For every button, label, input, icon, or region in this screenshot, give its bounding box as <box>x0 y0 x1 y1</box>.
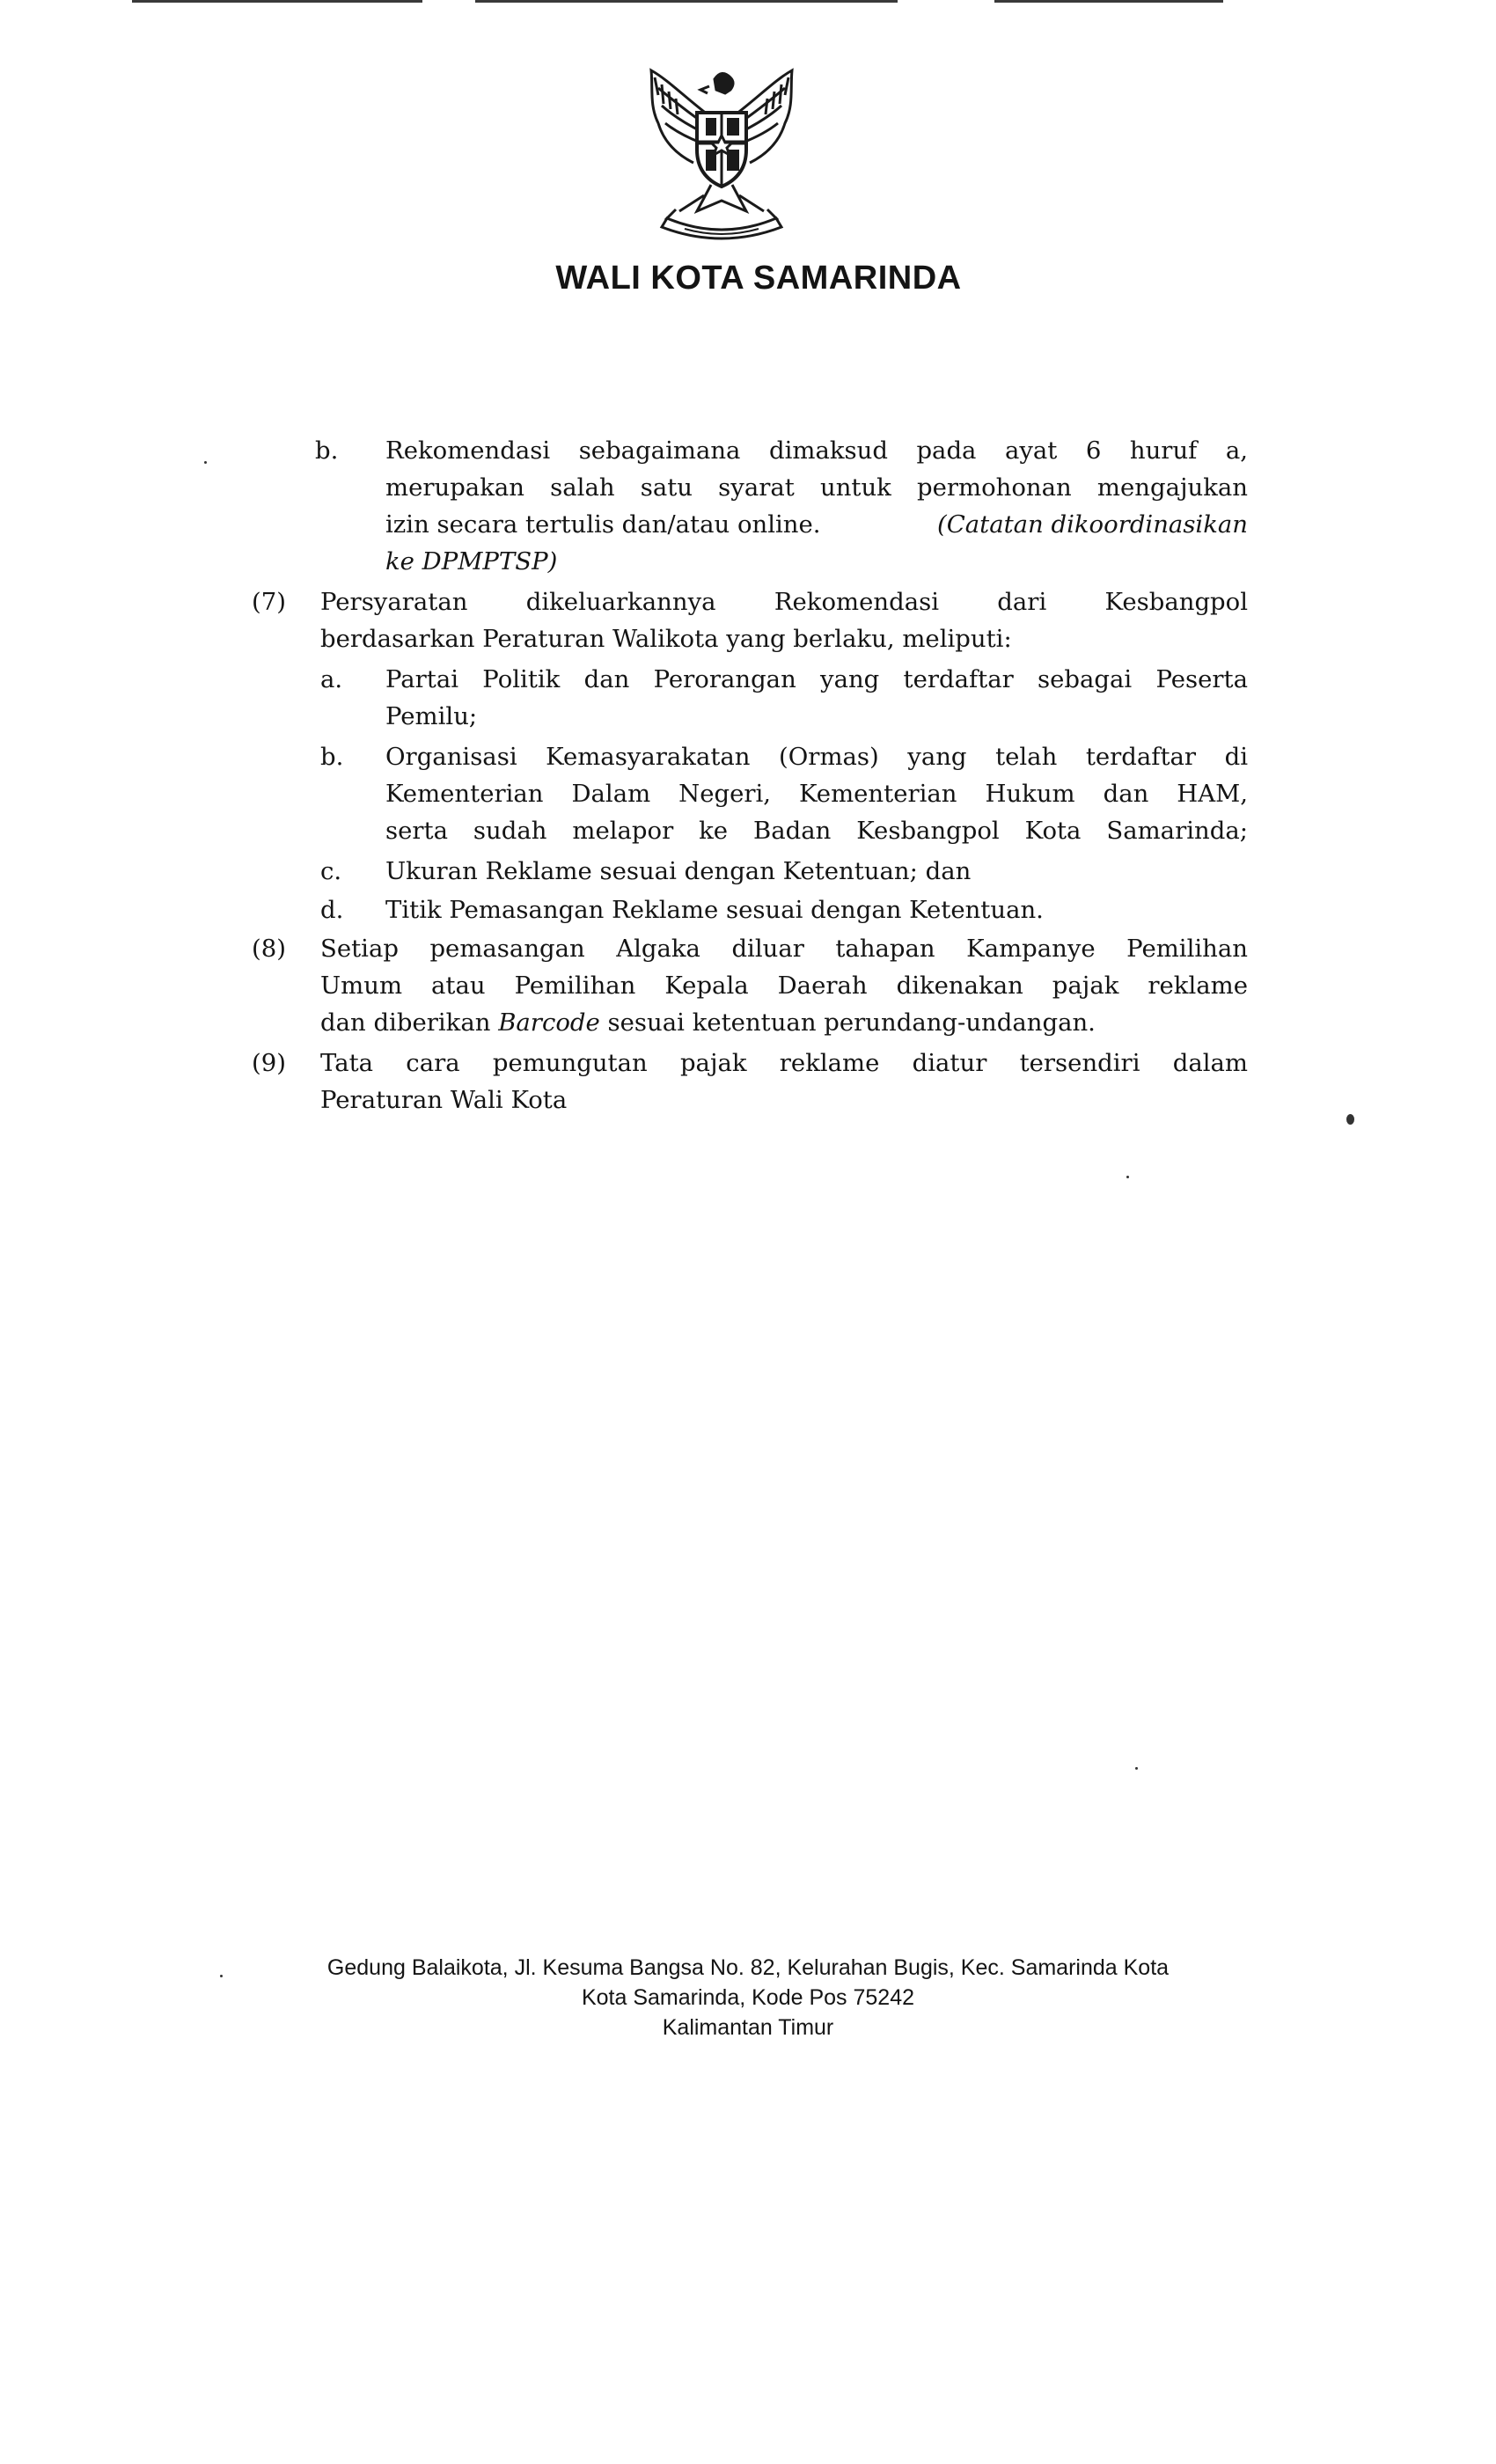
page-title: WALI KOTA SAMARINDA <box>555 260 962 297</box>
subitem-line: Organisasi Kemasyarakatan (Ormas) yang telah terdaftar di <box>385 743 1248 771</box>
subitem-line: Pemilu; <box>385 702 478 730</box>
item-line <box>385 507 1248 543</box>
garuda-emblem-icon <box>623 62 820 248</box>
item-line: Peraturan Wali Kota <box>320 1086 568 1114</box>
subitem-line: Ukuran Reklame sesuai dengan Ketentuan; dan <box>385 857 972 885</box>
subitem-marker: d. <box>320 896 344 924</box>
item-note: ke DPMPTSP) <box>385 547 558 576</box>
item-line-text: dan diberikan <box>320 1008 491 1037</box>
item-line: Tata cara pemungutan pajak reklame diatur tersendiri dalam <box>320 1049 1248 1077</box>
item-marker: (8) <box>252 935 286 963</box>
scan-speck <box>1346 1114 1354 1125</box>
item-line: Persyaratan dikeluarkannya Rekomendasi dari Kesbangpol <box>320 588 1248 616</box>
subitem-marker: c. <box>320 857 342 885</box>
item-line: Umum atau Pemilihan Kepala Daerah dikenakan pajak reklame <box>320 972 1248 1000</box>
footer-province: Kalimantan Timur <box>662 2015 834 2040</box>
scan-speck <box>204 461 207 464</box>
scan-edge-line <box>475 0 898 3</box>
subitem-line: serta sudah melapor ke Badan Kesbangpol Kota Samarinda; <box>385 817 1248 845</box>
item-line: Setiap pemasangan Algaka diluar tahapan Kampanye Pemilihan <box>320 935 1248 963</box>
item-line-text: izin secara tertulis dan/atau online. <box>385 510 821 539</box>
scan-speck <box>1135 1767 1138 1770</box>
item-marker: (7) <box>252 588 286 616</box>
subitem-marker: b. <box>320 743 344 771</box>
item-marker: b. <box>315 436 339 465</box>
item-note: (Catatan dikoordinasikan <box>936 510 1248 539</box>
item-emphasis: Barcode <box>498 1008 600 1037</box>
scan-edge-line <box>994 0 1223 3</box>
subitem-line: Kementerian Dalam Negeri, Kementerian Hukum dan HAM, <box>385 780 1248 808</box>
item-line <box>320 1005 1248 1041</box>
item-line: merupakan salah satu syarat untuk permohonan mengajukan <box>385 473 1248 502</box>
item-line: Rekomendasi sebagaimana dimaksud pada ayat 6 huruf a, <box>385 436 1248 465</box>
footer-address: Gedung Balaikota, Jl. Kesuma Bangsa No. 82, Kelurahan Bugis, Kec. Samarinda Kota <box>326 1955 1170 1980</box>
subitem-line: Titik Pemasangan Reklame sesuai dengan Ketentuan. <box>385 896 1044 924</box>
item-line-text: sesuai ketentuan perundang-undangan. <box>607 1008 1096 1037</box>
item-line: berdasarkan Peraturan Walikota yang berlaku, meliputi: <box>320 625 1012 653</box>
scan-edge-line <box>132 0 422 3</box>
subitem-marker: a. <box>320 665 343 693</box>
footer-city: Kota Samarinda, Kode Pos 75242 <box>581 1985 915 2010</box>
scan-speck <box>1126 1176 1129 1178</box>
subitem-line: Partai Politik dan Perorangan yang terdaftar sebagai Peserta <box>385 665 1248 693</box>
item-marker: (9) <box>252 1049 286 1077</box>
